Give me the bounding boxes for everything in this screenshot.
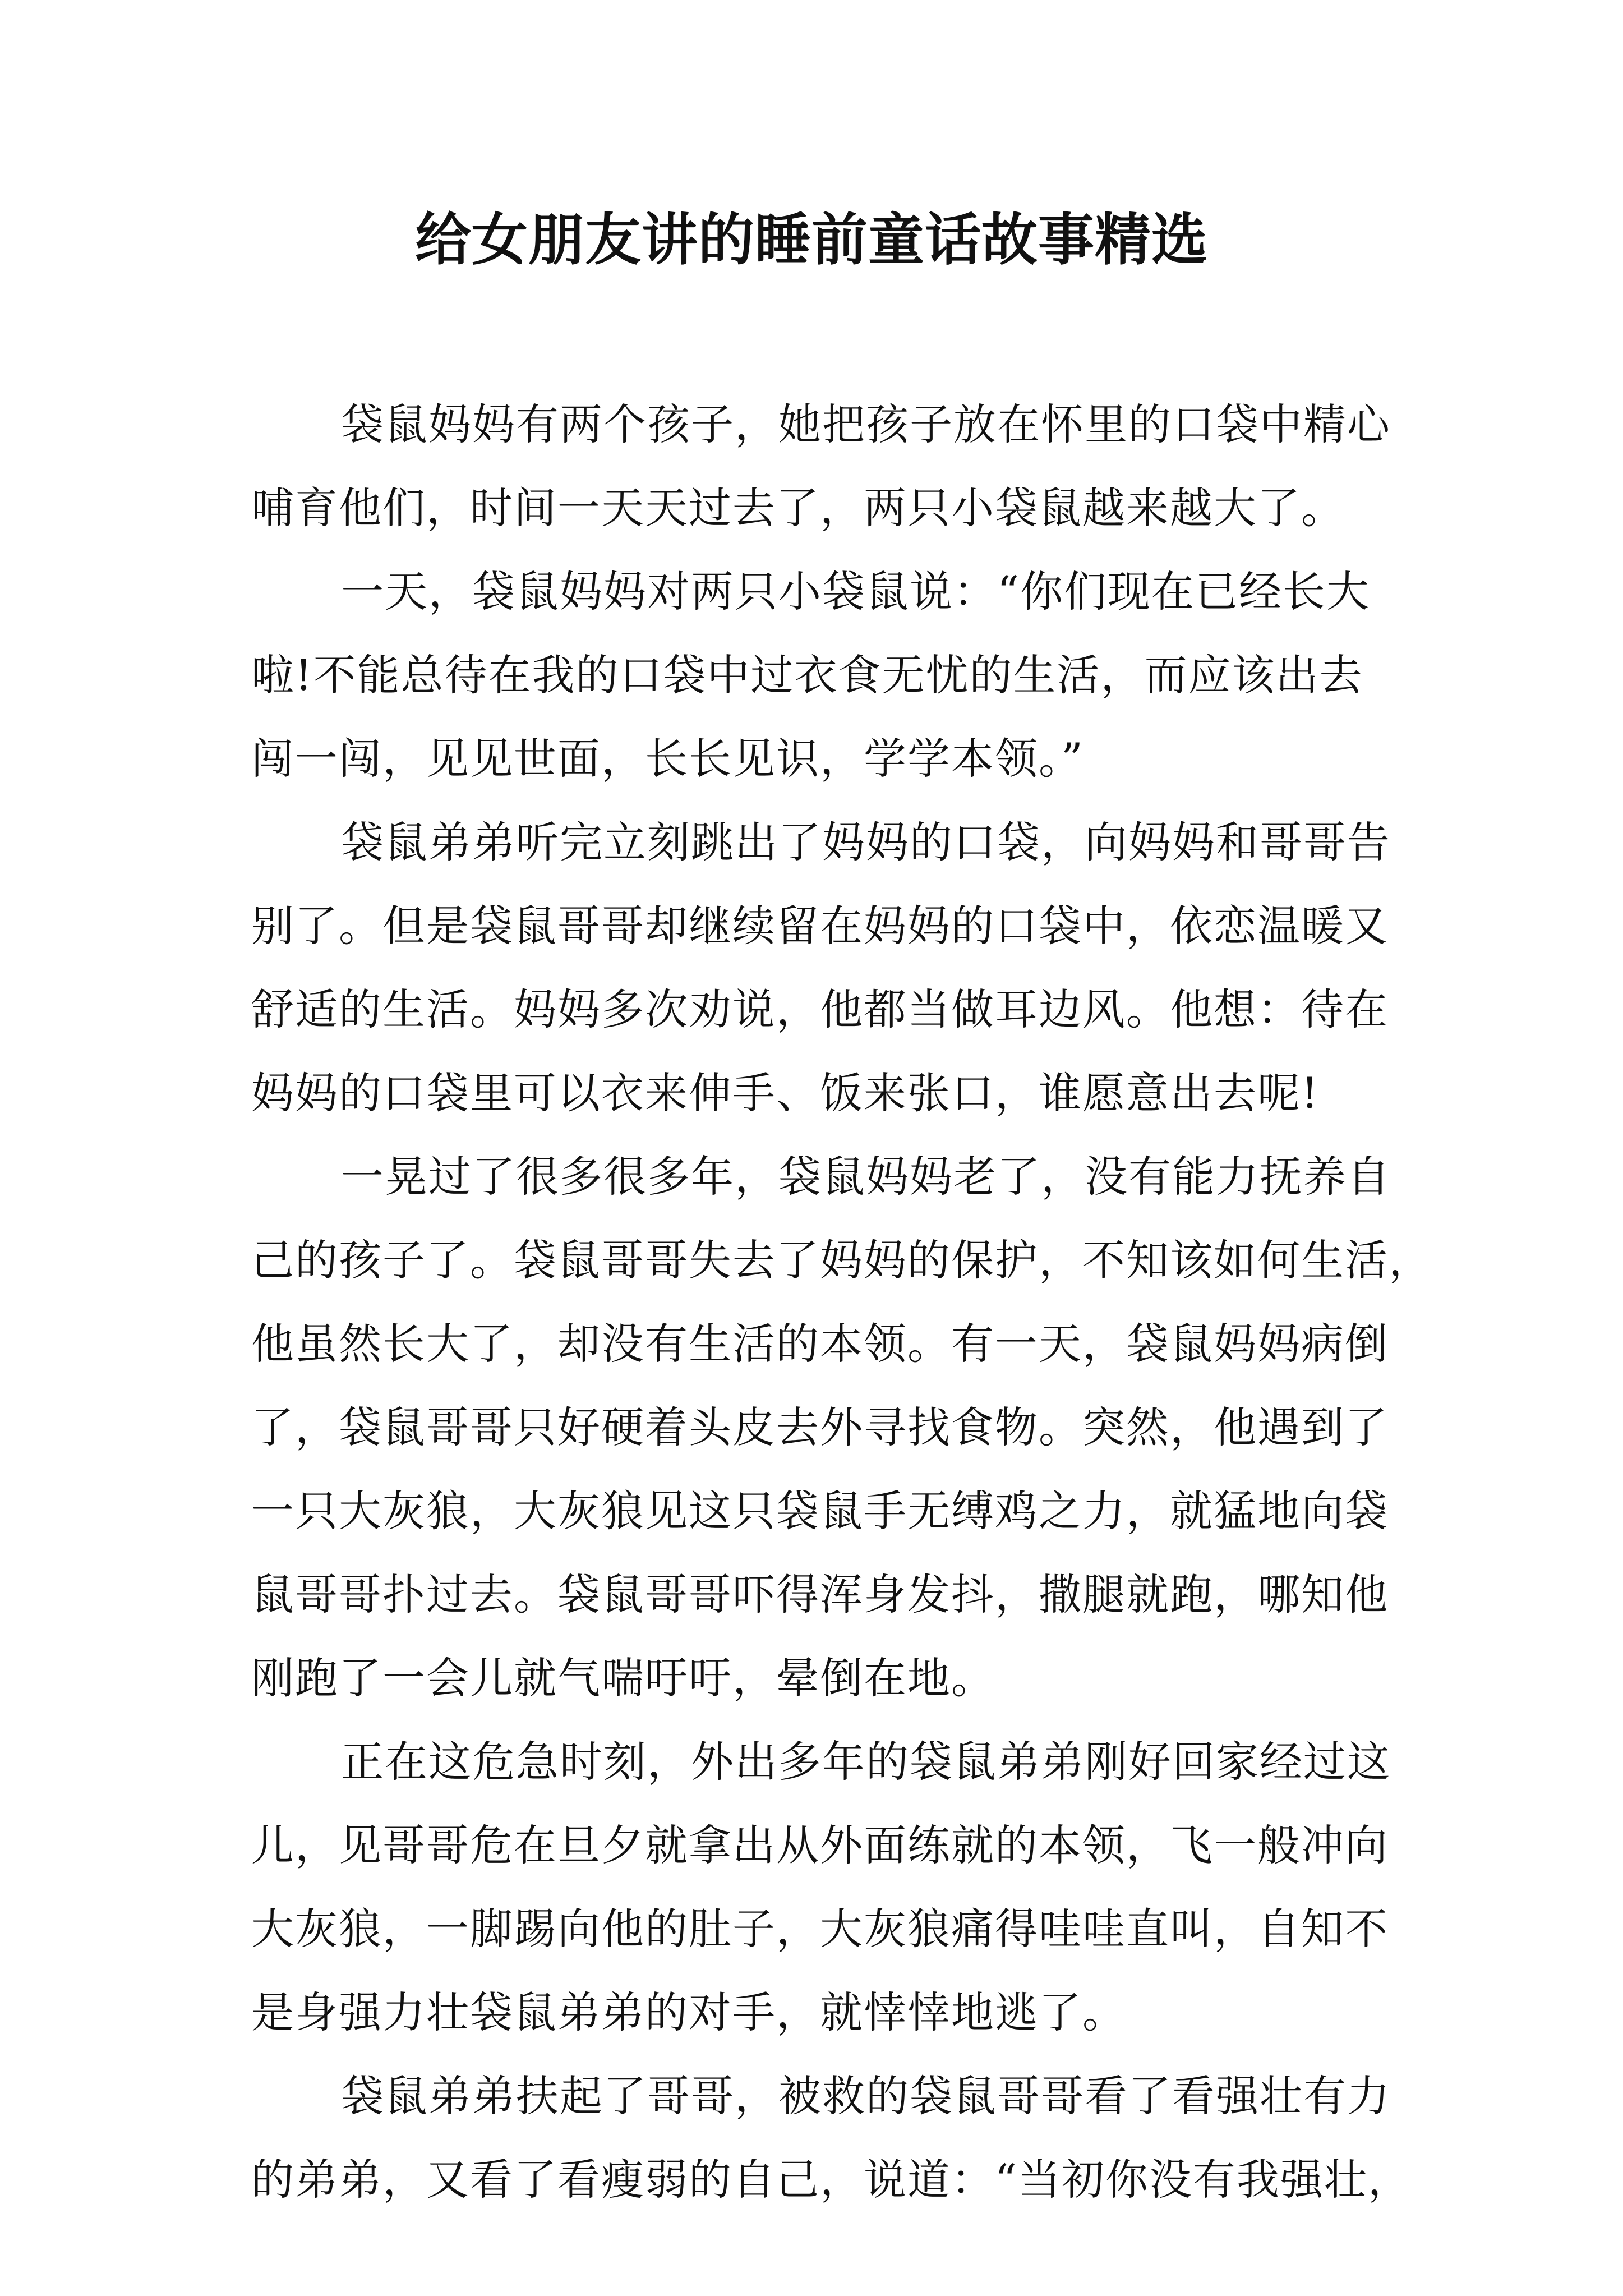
paragraph-4-line-6: 鼠哥哥扑过去。袋鼠哥哥吓得浑身发抖，撒腿就跑，哪知他 bbox=[251, 1570, 1389, 1619]
paragraph-4-line-7: 刚跑了一会儿就气喘吁吁，晕倒在地。 bbox=[251, 1653, 995, 1703]
paragraph-4-line-1: 一晃过了很多很多年，袋鼠妈妈老了，没有能力抚养自 bbox=[341, 1152, 1391, 1202]
paragraph-4-line-4: 了，袋鼠哥哥只好硬着头皮去外寻找食物。突然，他遇到了 bbox=[251, 1402, 1389, 1452]
paragraph-3-line-4: 妈妈的口袋里可以衣来伸手、饭来张口，谁愿意出去呢! bbox=[251, 1068, 1320, 1118]
paragraph-4-line-3: 他虽然长大了，却没有生活的本领。有一天，袋鼠妈妈病倒 bbox=[251, 1319, 1389, 1369]
paragraph-1-line-2: 哺育他们，时间一天天过去了，两只小袋鼠越来越大了。 bbox=[251, 483, 1345, 533]
paragraph-3-line-3: 舒适的生活。妈妈多次劝说，他都当做耳边风。他想：待在 bbox=[251, 984, 1389, 1034]
paragraph-6-line-1: 袋鼠弟弟扶起了哥哥，被救的袋鼠哥哥看了看强壮有力 bbox=[341, 2071, 1391, 2121]
paragraph-1-line-1: 袋鼠妈妈有两个孩子，她把孩子放在怀里的口袋中精心 bbox=[341, 399, 1391, 449]
document-body bbox=[251, 383, 1432, 2221]
paragraph-2-line-2: 啦!不能总待在我的口袋中过衣食无忧的生活，而应该出去 bbox=[251, 650, 1363, 700]
paragraph-5-line-1: 正在这危急时刻，外出多年的袋鼠弟弟刚好回家经过这 bbox=[341, 1737, 1391, 1787]
paragraph-3-line-1: 袋鼠弟弟听完立刻跳出了妈妈的口袋，向妈妈和哥哥告 bbox=[341, 817, 1391, 867]
paragraph-5-line-4: 是身强力壮袋鼠弟弟的对手，就悻悻地逃了。 bbox=[251, 1987, 1126, 2037]
paragraph-4-line-5: 一只大灰狼，大灰狼见这只袋鼠手无缚鸡之力，就猛地向袋 bbox=[251, 1486, 1389, 1536]
document-title: 给女朋友讲的睡前童话故事精选 bbox=[415, 207, 1208, 273]
paragraph-5-line-3: 大灰狼，一脚踢向他的肚子，大灰狼痛得哇哇直叫，自知不 bbox=[251, 1904, 1389, 1954]
paragraph-3-line-2: 别了。但是袋鼠哥哥却继续留在妈妈的口袋中，依恋温暖又 bbox=[251, 901, 1389, 951]
paragraph-4-line-2: 己的孩子了。袋鼠哥哥失去了妈妈的保护，不知该如何生活， bbox=[251, 1235, 1432, 1285]
paragraph-2-line-3: 闯一闯，见见世面，长长见识，学学本领。” bbox=[251, 734, 1084, 784]
paragraph-6-line-2: 的弟弟，又看了看瘦弱的自己，说道：“当初你没有我强壮， bbox=[251, 2155, 1412, 2205]
paragraph-5-line-2: 儿，见哥哥危在旦夕就拿出从外面练就的本领，飞一般冲向 bbox=[251, 1820, 1389, 1870]
paragraph-2-line-1: 一天，袋鼠妈妈对两只小袋鼠说：“你们现在已经长大 bbox=[341, 567, 1370, 616]
